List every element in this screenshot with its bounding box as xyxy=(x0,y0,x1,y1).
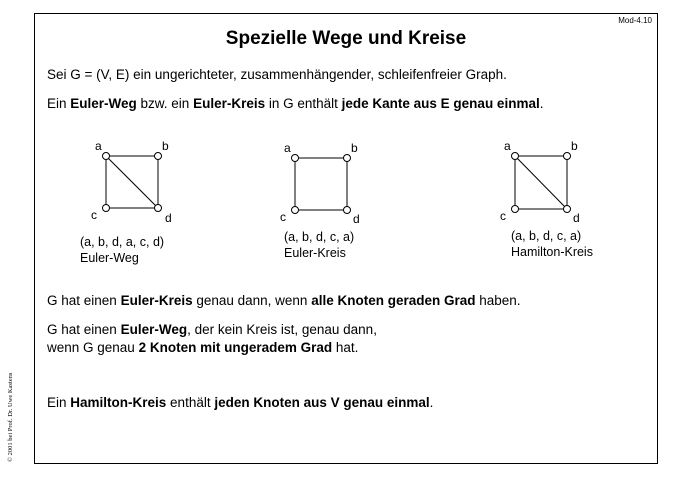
vertex-a xyxy=(103,153,110,160)
vertex-label-d: d xyxy=(165,211,172,225)
text-segment: G hat einen xyxy=(47,322,121,337)
vertex-label-a: a xyxy=(504,139,511,153)
text-segment: in G enthält xyxy=(265,96,342,111)
term-euler-weg: Euler-Weg xyxy=(120,322,188,337)
graph-sequence: (a, b, d, a, c, d) xyxy=(80,235,165,249)
graph-name: Euler-Kreis xyxy=(284,246,346,260)
euler-circle-rule xyxy=(47,293,521,308)
vertex-label-d: d xyxy=(573,211,580,225)
vertex-d xyxy=(155,205,162,212)
vertex-a xyxy=(292,155,299,162)
emphasis-text: alle Knoten geraden Grad xyxy=(311,293,476,308)
text-segment: hat. xyxy=(332,340,359,355)
graph-hamilton-kreis xyxy=(497,138,597,228)
text-segment: , der kein Kreis ist, genau dann, xyxy=(187,322,377,337)
copyright-notice: © 2001 bei Prof. Dr. Uwe Kastens xyxy=(7,372,14,462)
euler-path-rule-line-1 xyxy=(47,322,377,337)
vertex-d xyxy=(344,207,351,214)
vertex-label-c: c xyxy=(91,208,97,222)
edge-ad xyxy=(515,156,567,209)
euler-definition xyxy=(47,96,543,111)
graph-sequence: (a, b, d, c, a) xyxy=(511,229,582,243)
text-segment: wenn G genau xyxy=(47,340,139,355)
slide-id: Mod-4.10 xyxy=(618,16,652,25)
euler-path-rule-line-2 xyxy=(47,340,358,355)
vertex-label-a: a xyxy=(284,141,291,155)
intro-text: Sei G = (V, E) ein ungerichteter, zusammenhängender, schleifenfreier Graph. xyxy=(47,67,507,82)
vertex-label-c: c xyxy=(280,210,286,224)
vertex-label-b: b xyxy=(571,139,578,153)
vertex-label-d: d xyxy=(353,212,360,226)
vertex-c xyxy=(512,206,519,213)
vertex-c xyxy=(292,207,299,214)
text-segment: Ein xyxy=(47,395,71,410)
text-segment: enthält xyxy=(166,395,215,410)
graph-sequence: (a, b, d, c, a) xyxy=(284,230,355,244)
term-euler-kreis: Euler-Kreis xyxy=(193,96,266,111)
page-title: Spezielle Wege und Kreise xyxy=(225,28,467,49)
term-euler-weg: Euler-Weg xyxy=(70,96,137,111)
emphasis-text: 2 Knoten mit ungeradem Grad xyxy=(138,340,333,355)
text-segment: bzw. ein xyxy=(136,96,194,111)
vertex-b xyxy=(155,153,162,160)
vertex-a xyxy=(512,153,519,160)
vertex-c xyxy=(103,205,110,212)
text-segment: . xyxy=(539,96,544,111)
emphasis-text: jede Kante aus E genau einmal xyxy=(341,96,540,111)
emphasis-text: jeden Knoten aus V genau einmal xyxy=(214,395,430,410)
text-segment: G hat einen xyxy=(47,293,121,308)
vertex-label-c: c xyxy=(500,209,506,223)
text-segment: . xyxy=(429,395,434,410)
graph-name: Euler-Weg xyxy=(80,251,139,265)
hamilton-definition xyxy=(47,395,433,410)
vertex-b xyxy=(564,153,571,160)
vertex-label-a: a xyxy=(95,139,102,153)
vertex-b xyxy=(344,155,351,162)
graph-euler-weg xyxy=(88,138,188,228)
text-segment: Ein xyxy=(47,96,71,111)
graph-euler-kreis xyxy=(277,138,377,228)
vertex-label-b: b xyxy=(162,139,169,153)
text-segment: genau dann, wenn xyxy=(192,293,312,308)
edge-ad xyxy=(106,156,158,208)
vertex-d xyxy=(564,206,571,213)
graph-name: Hamilton-Kreis xyxy=(511,245,593,259)
term-euler-kreis: Euler-Kreis xyxy=(120,293,193,308)
text-segment: haben. xyxy=(475,293,521,308)
term-hamilton-kreis: Hamilton-Kreis xyxy=(70,395,167,410)
vertex-label-b: b xyxy=(351,141,358,155)
